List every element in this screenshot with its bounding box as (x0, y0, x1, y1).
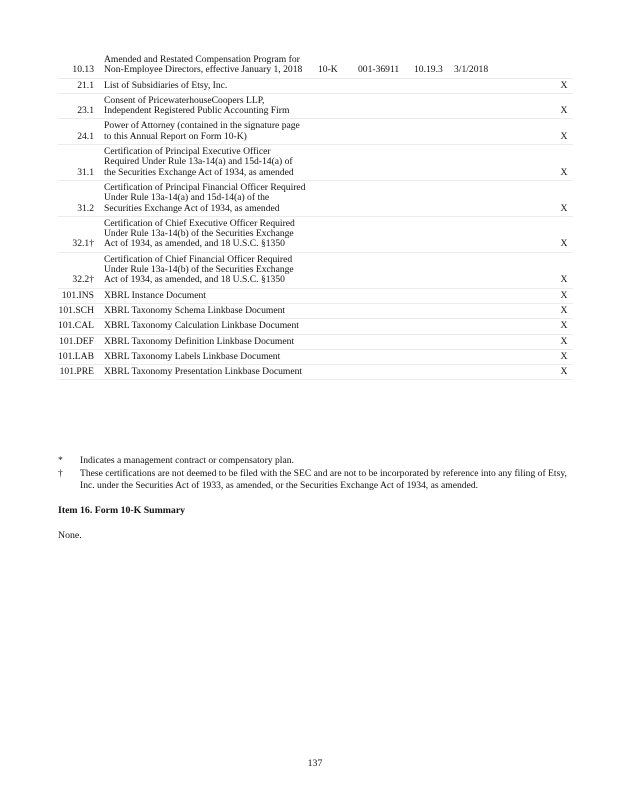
exhibit-filed-herewith: X (560, 366, 568, 378)
exhibit-filed-herewith: X (560, 304, 568, 316)
exhibit-filed-herewith: X (560, 350, 568, 362)
exhibit-row (58, 81, 573, 94)
exhibit-row (58, 291, 573, 304)
exhibit-filed-herewith: X (560, 79, 568, 91)
footnote-mark: * (58, 455, 63, 466)
exhibit-row (58, 121, 573, 145)
footnote-mark: † (58, 468, 63, 479)
exhibit-form: 10-K (318, 64, 338, 76)
exhibit-number: 31.2 (77, 202, 94, 214)
exhibit-filed-herewith: X (560, 238, 568, 250)
page-number: 137 (307, 758, 323, 769)
exhibit-description: XBRL Taxonomy Presentation Linkbase Document (104, 366, 303, 378)
exhibit-number: 32.1† (72, 238, 94, 250)
exhibit-row (58, 337, 573, 350)
exhibit-number: 24.1 (77, 130, 94, 142)
exhibit-file-number: 001-36911 (358, 64, 400, 76)
exhibit-number: 101.PRE (59, 366, 94, 378)
section-heading: Item 16. Form 10-K Summary (58, 505, 186, 516)
exhibit-number: 101.CAL (58, 320, 94, 332)
footnote-text: These certifications are not deemed to be filed with the SEC and are not to be incorporated by reference into any filing of Etsy, Inc. under the Securities Act of 1933, as amended, or the Securities Exchange Act of 1934, as amended. (80, 468, 567, 491)
exhibit-filed-herewith: X (560, 130, 568, 142)
exhibit-description: XBRL Taxonomy Labels Linkbase Document (104, 350, 281, 362)
exhibit-description: XBRL Taxonomy Schema Linkbase Document (104, 304, 286, 316)
exhibit-number: 101.SCH (58, 304, 94, 316)
exhibit-filed-herewith: X (560, 105, 568, 117)
exhibit-description: Certification of Principal Financial Officer Required Under Rule 13a-14(a) and 15d-14(a) of the Securities Exchange Act of 1934, as amended (104, 181, 306, 214)
footnote (58, 468, 574, 492)
exhibit-description: Certification of Chief Executive Officer Required Under Rule 13a-14(b) of the Securities Exchange Act of 1934, as amended, and 18 U.S.C. §1350 (104, 217, 295, 250)
footnote (58, 455, 574, 467)
exhibit-number: 10.13 (72, 64, 94, 76)
exhibit-number: 32.2† (72, 274, 94, 286)
exhibit-number: 21.1 (77, 79, 94, 91)
exhibit-description: Consent of PricewaterhouseCoopers LLP, Independent Registered Public Accounting Firm (104, 94, 290, 117)
exhibit-description: XBRL Taxonomy Calculation Linkbase Document (104, 320, 299, 332)
exhibit-number: 101.DEF (59, 335, 94, 347)
exhibit-filed-herewith: X (560, 320, 568, 332)
exhibit-reference: 10.19.3 (414, 64, 443, 76)
exhibit-filed-herewith: X (560, 274, 568, 286)
exhibit-description: Power of Attorney (contained in the signature page to this Annual Report on Form 10-K) (104, 120, 300, 142)
exhibit-row (58, 367, 573, 380)
exhibit-description: Certification of Chief Financial Officer Required Under Rule 13a-14(b) of the Securities Exchange Act of 1934, as amended, and 18 U.S.C. §1350 (104, 253, 294, 286)
footnote-text: Indicates a management contract or compensatory plan. (80, 455, 294, 466)
exhibit-description: Amended and Restated Compensation Program for Non-Employee Directors, effective January 1, 2018 (104, 54, 303, 76)
exhibit-filed-herewith: X (560, 335, 568, 347)
exhibit-description: XBRL Taxonomy Definition Linkbase Document (104, 335, 295, 347)
exhibit-table (58, 55, 573, 382)
exhibit-row (58, 183, 573, 217)
exhibit-number: 31.1 (77, 166, 94, 178)
exhibit-row (58, 147, 573, 181)
exhibit-filed-herewith: X (560, 202, 568, 214)
exhibit-row (58, 306, 573, 319)
exhibit-row (58, 352, 573, 365)
exhibit-row (58, 55, 573, 79)
exhibit-description: List of Subsidiaries of Etsy, Inc. (104, 79, 228, 91)
exhibit-description: Certification of Principal Executive Officer Required Under Rule 13a-14(a) and 15d-14(a) of the Securities Exchange Act of 1934, as amended (104, 146, 294, 178)
section-body: None. (58, 530, 82, 541)
exhibit-row (58, 219, 573, 253)
exhibit-filed-herewith: X (560, 166, 568, 178)
exhibit-row (58, 321, 573, 334)
exhibit-filed-herewith: X (560, 289, 568, 301)
exhibit-row (58, 255, 573, 289)
exhibit-description: XBRL Instance Document (104, 289, 206, 301)
exhibit-number: 23.1 (77, 105, 94, 117)
exhibit-number: 101.INS (61, 289, 94, 301)
exhibit-number: 101.LAB (58, 350, 94, 362)
exhibit-filing-date: 3/1/2018 (454, 64, 489, 76)
exhibit-row (58, 96, 573, 120)
